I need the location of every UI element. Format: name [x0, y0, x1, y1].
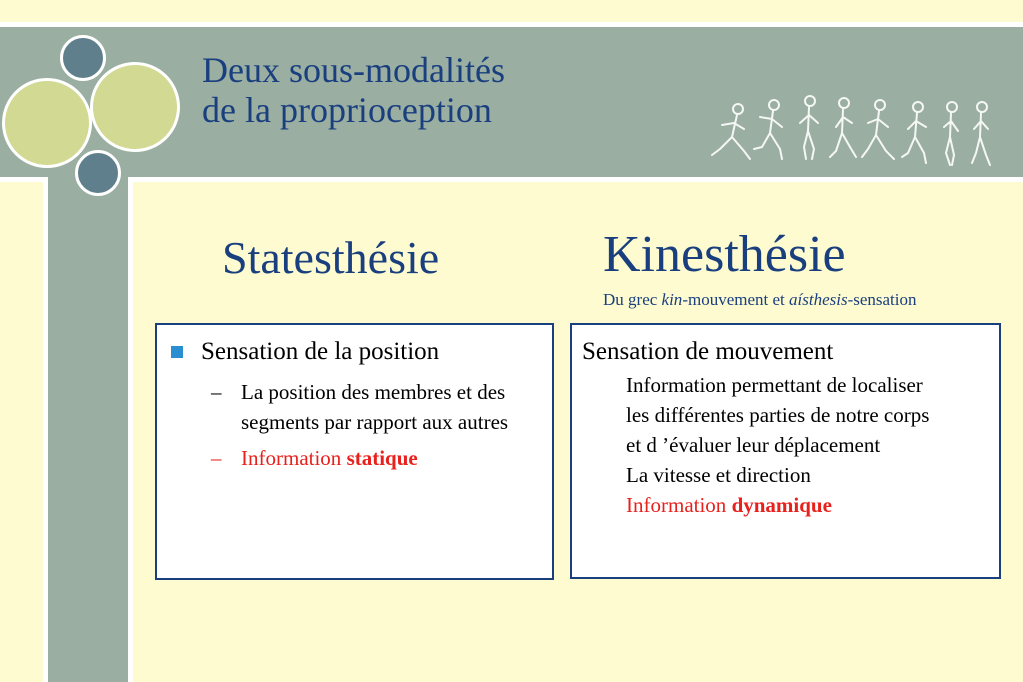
etymology-aisthesis: aísthesis [789, 290, 848, 309]
sub-item-prefix: Information [241, 446, 347, 470]
decor-circle-small-bottom [75, 150, 121, 196]
decor-circle-small-top [60, 35, 106, 81]
etymology-note [603, 290, 917, 310]
running-figures-icon [700, 95, 1000, 175]
square-bullet-icon [171, 346, 183, 358]
statesthesie-title: Statesthésie [222, 232, 440, 283]
kinesthesie-heading: Sensation de mouvement [582, 338, 834, 365]
left-sidebar-bar [48, 177, 128, 682]
bullet-item [171, 337, 439, 367]
sub-item-emphasis: statique [346, 446, 418, 470]
slide-title [202, 50, 682, 130]
etymology-part1: Du grec [603, 290, 662, 309]
band-divider-left [0, 177, 48, 182]
etymology-part2: -mouvement et [682, 290, 790, 309]
emphasis-word: dynamique [731, 493, 832, 517]
kinesthesie-title: Kinesthésie [603, 226, 846, 283]
sidebar-edge-right [128, 182, 133, 682]
kinesthesie-line: Information permettant de localiser [626, 373, 923, 397]
dash-bullet-icon: – [211, 380, 222, 404]
etymology-part3: -sensation [847, 290, 917, 309]
kinesthesie-box [570, 323, 1001, 579]
decor-circle-large-left [2, 78, 92, 168]
sidebar-edge-left [43, 182, 48, 682]
kinesthesie-line-emphasis [626, 490, 996, 520]
kinesthesie-lines [626, 370, 996, 520]
sub-item [211, 377, 541, 437]
sub-item-text: La position des membres et des segments par rapport aux autres [241, 380, 509, 434]
slide-title-line1: Deux sous-modalités [202, 50, 505, 90]
bullet-text: Sensation de la position [201, 338, 440, 365]
kinesthesie-line: La vitesse et direction [626, 463, 811, 487]
band-divider [128, 177, 1023, 182]
emphasis-prefix: Information [626, 493, 732, 517]
kinesthesie-line: les différentes parties de notre corps [626, 403, 930, 427]
dash-bullet-icon: – [211, 446, 222, 470]
sub-item [211, 443, 541, 473]
kinesthesie-line: et d ’évaluer leur déplacement [626, 433, 881, 457]
slide-title-line2: de la proprioception [202, 90, 492, 130]
sub-list [211, 377, 541, 479]
etymology-kin: kin [661, 290, 683, 309]
statesthesie-box [155, 323, 554, 580]
decor-circle-large-right [90, 62, 180, 152]
